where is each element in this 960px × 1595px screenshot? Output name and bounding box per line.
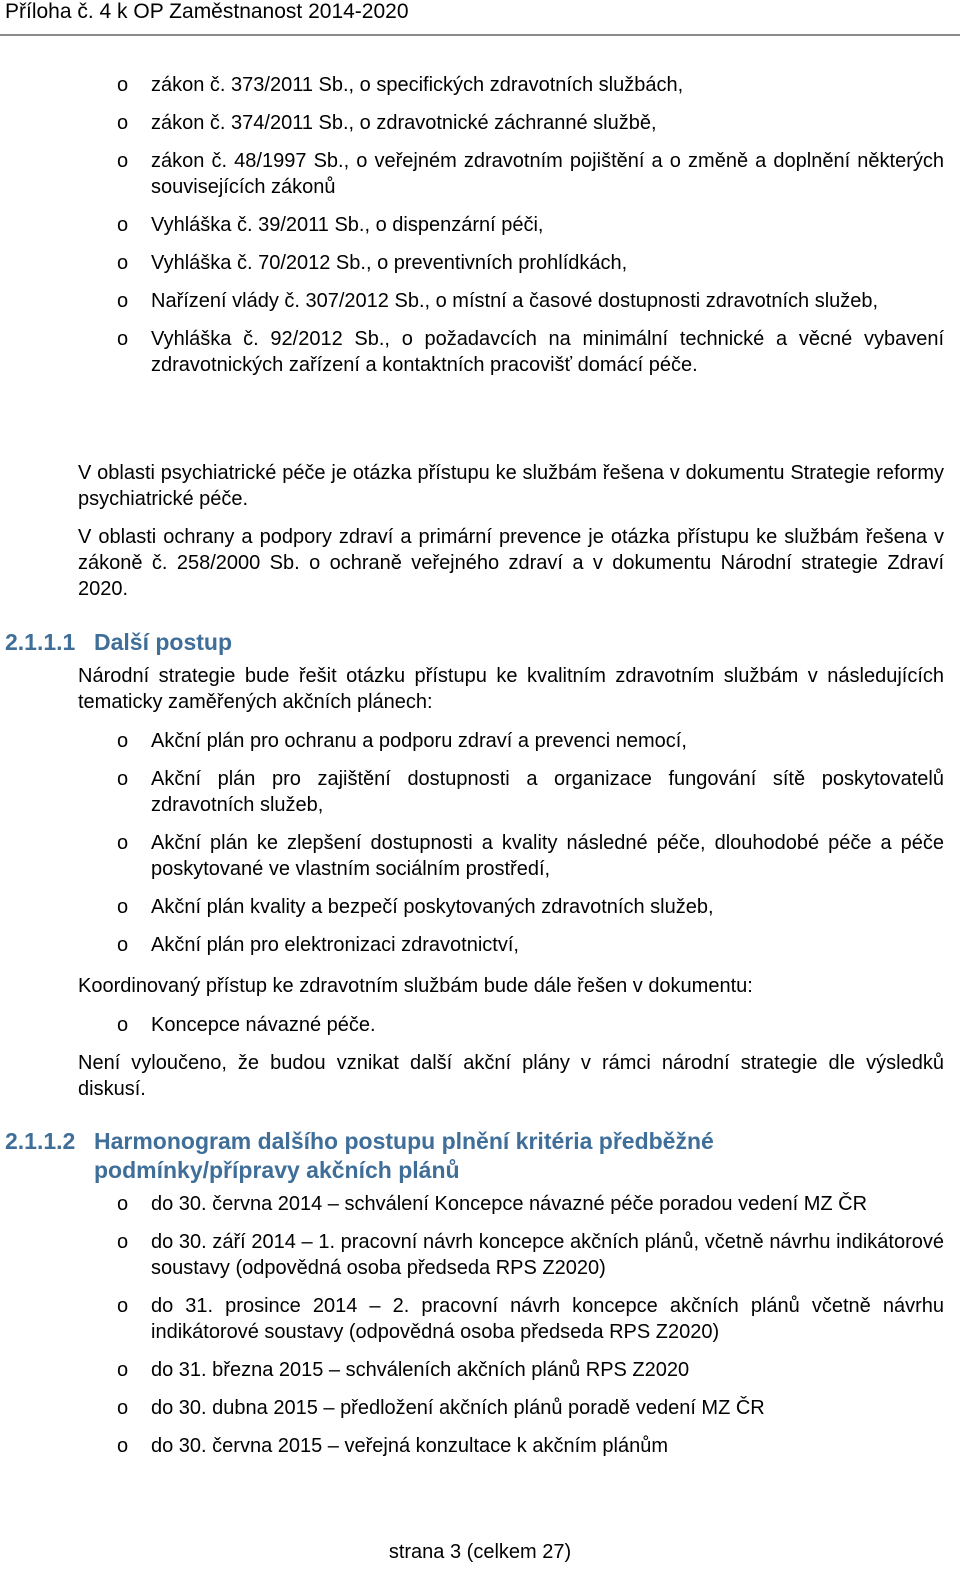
section-number: 2.1.1.2 bbox=[5, 1128, 76, 1154]
list-item-text: do 31. prosince 2014 – 2. pracovní návrh koncepce akčních plánů včetně návrhu indikátorové soustavy (odpovědná osoba předseda RPS Z2020) bbox=[151, 1295, 944, 1343]
legal-regulations-list bbox=[0, 72, 960, 378]
list-item-text: Koncepce návazné péče. bbox=[151, 1014, 376, 1036]
further-plans-paragraph: Není vyloučeno, že budou vznikat další akční plány v rámci národní strategie dle výsledků diskusí. bbox=[78, 1052, 944, 1100]
list-item-text: Akční plán pro zajištění dostupnosti a organizace fungování sítě poskytovatelů zdravotních služeb, bbox=[151, 768, 944, 816]
bullet-marker: o bbox=[117, 1435, 129, 1457]
list-item-text: do 31. března 2015 – schváleních akčních plánů RPS Z2020 bbox=[151, 1359, 690, 1381]
list-item bbox=[0, 288, 960, 314]
bullet-marker: o bbox=[117, 730, 129, 752]
bullet-marker: o bbox=[117, 1193, 129, 1215]
list-item bbox=[0, 1012, 960, 1038]
list-item bbox=[0, 72, 960, 98]
list-item-text: Akční plán ke zlepšení dostupnosti a kvality následné péče, dlouhodobé péče a péče poskytované ve vlastním sociálním prostředí, bbox=[151, 832, 944, 880]
bullet-marker: o bbox=[117, 252, 129, 274]
bullet-marker: o bbox=[117, 934, 129, 956]
bullet-marker: o bbox=[117, 112, 129, 134]
national-strategy-paragraph: Národní strategie bude řešit otázku přístupu ke kvalitním zdravotním službám v následujících tematicky zaměřených akčních plánech: bbox=[78, 665, 944, 713]
bullet-marker: o bbox=[117, 150, 129, 172]
bullet-marker: o bbox=[117, 290, 129, 312]
bullet-marker: o bbox=[117, 1397, 129, 1419]
bullet-marker: o bbox=[117, 1014, 129, 1036]
bullet-marker: o bbox=[117, 1231, 129, 1253]
list-item bbox=[0, 326, 960, 378]
bullet-marker: o bbox=[117, 832, 129, 854]
section-title: Další postup bbox=[94, 629, 233, 655]
bullet-marker: o bbox=[117, 328, 129, 350]
list-item bbox=[0, 830, 960, 882]
list-item bbox=[0, 110, 960, 136]
section-heading-next-steps bbox=[5, 628, 232, 657]
list-item-text: zákon č. 374/2011 Sb., o zdravotnické záchranné službě, bbox=[151, 112, 657, 134]
bullet-marker: o bbox=[117, 74, 129, 96]
list-item bbox=[0, 1191, 960, 1217]
list-item bbox=[0, 1229, 960, 1281]
coordinated-access-paragraph: Koordinovaný přístup ke zdravotním službám bude dále řešen v dokumentu: bbox=[78, 975, 753, 997]
concept-list bbox=[0, 1012, 960, 1038]
list-item-text: Nařízení vlády č. 307/2012 Sb., o místní a časové dostupnosti zdravotních služeb, bbox=[151, 290, 879, 312]
list-item bbox=[0, 212, 960, 238]
list-item-text: Vyhláška č. 92/2012 Sb., o požadavcích na minimální technické a věcné vybavení zdravotnických zařízení a kontaktních pracovišť domácí péče. bbox=[151, 328, 944, 376]
action-plans-list bbox=[0, 728, 960, 958]
section-title-line2: podmínky/přípravy akčních plánů bbox=[94, 1157, 460, 1183]
list-item-text: do 30. června 2014 – schválení Koncepce návazné péče poradou vedení MZ ČR bbox=[151, 1193, 868, 1215]
list-item bbox=[0, 894, 960, 920]
psychiatric-care-paragraph: V oblasti psychiatrické péče je otázka přístupu ke službám řešena v dokumentu Strategie reformy psychiatrické péče. bbox=[78, 462, 944, 510]
list-item-text: Akční plán pro elektronizaci zdravotnictví, bbox=[151, 934, 519, 956]
bullet-marker: o bbox=[117, 768, 129, 790]
list-item bbox=[0, 728, 960, 754]
list-item-text: Akční plán kvality a bezpečí poskytovaných zdravotních služeb, bbox=[151, 896, 714, 918]
page-number-footer: strana 3 (celkem 27) bbox=[388, 1541, 572, 1563]
list-item-text: do 30. dubna 2015 – předložení akčních plánů poradě vedení MZ ČR bbox=[151, 1397, 765, 1419]
list-item-text: do 30. června 2015 – veřejná konzultace k akčním plánům bbox=[151, 1435, 668, 1457]
list-item bbox=[0, 250, 960, 276]
list-item bbox=[0, 1293, 960, 1345]
schedule-list bbox=[0, 1191, 960, 1459]
list-item bbox=[0, 1395, 960, 1421]
header-divider bbox=[0, 34, 960, 36]
list-item bbox=[0, 766, 960, 818]
list-item-text: do 30. září 2014 – 1. pracovní návrh koncepce akčních plánů, včetně návrhu indikátorové soustavy (odpovědná osoba předseda RPS Z2020) bbox=[151, 1231, 944, 1279]
list-item bbox=[0, 148, 960, 200]
list-item-text: Akční plán pro ochranu a podporu zdraví a prevenci nemocí, bbox=[151, 730, 687, 752]
list-item-text: Vyhláška č. 70/2012 Sb., o preventivních prohlídkách, bbox=[151, 252, 628, 274]
health-protection-paragraph: V oblasti ochrany a podpory zdraví a primární prevence je otázka přístupu ke službám řešena v zákoně č. 258/2000 Sb. o ochraně veřejného zdraví a v dokumentu Národní strategie Zdraví 2020. bbox=[78, 526, 944, 600]
list-item bbox=[0, 1357, 960, 1383]
list-item-text: zákon č. 373/2011 Sb., o specifických zdravotních službách, bbox=[151, 74, 684, 96]
page-header-title: Příloha č. 4 k OP Zaměstnanost 2014-2020 bbox=[5, 0, 409, 23]
bullet-marker: o bbox=[117, 1359, 129, 1381]
list-item bbox=[0, 1433, 960, 1459]
section-number: 2.1.1.1 bbox=[5, 629, 76, 655]
bullet-marker: o bbox=[117, 896, 129, 918]
list-item-text: Vyhláška č. 39/2011 Sb., o dispenzární péči, bbox=[151, 214, 544, 236]
section-heading-schedule bbox=[5, 1127, 714, 1185]
list-item bbox=[0, 932, 960, 958]
section-title-line1: Harmonogram dalšího postupu plnění kritéria předběžné bbox=[94, 1128, 714, 1154]
bullet-marker: o bbox=[117, 1295, 129, 1317]
list-item-text: zákon č. 48/1997 Sb., o veřejném zdravotním pojištění a o změně a doplnění některých souvisejících zákonů bbox=[151, 150, 944, 198]
bullet-marker: o bbox=[117, 214, 129, 236]
